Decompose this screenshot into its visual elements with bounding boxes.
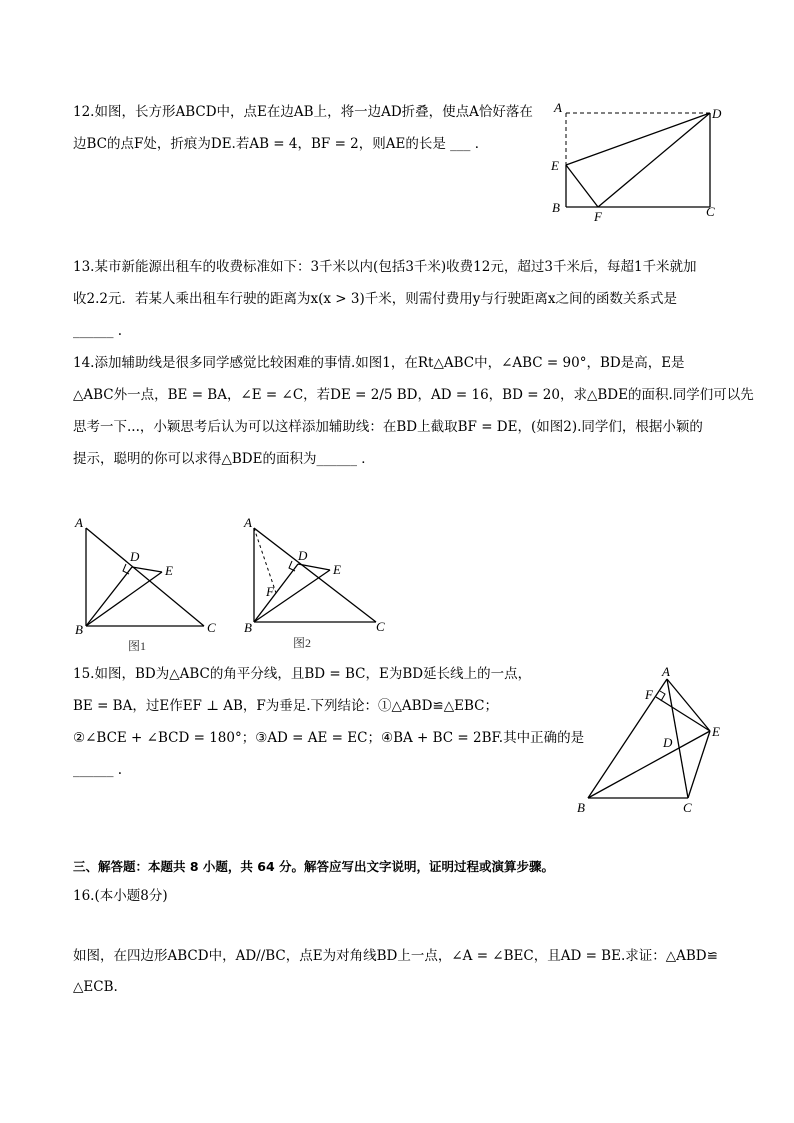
q12-diagram [546, 100, 726, 225]
q12-label-E: E [551, 158, 559, 173]
q13-line-3: ______ . [73, 323, 123, 339]
q12-label-D: D [712, 106, 722, 121]
q14-line-1: 14.添加辅助线是很多同学感觉比较困难的事情.如图1，在Rt△ABC中，∠ABC = 90°，BD是高，E是 [73, 355, 685, 371]
q15-line-1: 15.如图，BD为△ABC的角平分线，且BD = BC，E为BD延长线上的一点， [73, 666, 532, 682]
q15-figure [570, 665, 730, 819]
q15-diagram [570, 665, 730, 815]
question-14 [73, 347, 754, 475]
q15-label-F: F [645, 687, 653, 702]
q16-line-1: 如图，在四边形ABCD中，AD//BC，点E为对角线BD上一点，∠A = ∠BEC，且AD = BE.求证：△ABD≌ [73, 948, 718, 964]
q12-line-2: 边BC的点F处，折痕为DE.若AB = 4，BF = 2，则AE的长是 ___ ． [73, 136, 489, 152]
fig1-label-C: C [207, 620, 216, 635]
question-16-title: 16.(本小题8分) [73, 888, 168, 904]
question-13 [73, 251, 697, 347]
q12-figure [546, 100, 726, 229]
q15-label-D: D [663, 735, 673, 750]
fig2-caption: 图2 [293, 636, 312, 650]
q12-label-C: C [706, 204, 715, 219]
q15-line-3: ②∠BCE + ∠BCD = 180°；③AD = AE = EC；④BA + BC = 2BF.其中正确的是 [73, 730, 585, 746]
q12-label-A: A [554, 100, 562, 115]
q15-label-E: E [712, 724, 720, 739]
q15-label-C: C [683, 800, 692, 815]
q14-line-3: 思考一下...，小颖思考后认为可以这样添加辅助线：在BD上截取BF = DE，(如图2).同学们，根据小颖的 [73, 419, 703, 435]
fig2-label-B: B [244, 620, 252, 635]
q14-figure-2 [238, 512, 398, 661]
q15-line-4: ______ . [73, 762, 123, 778]
q14-diagram-1 [70, 512, 230, 657]
q14-figure-1 [70, 512, 230, 661]
q14-line-2: △ABC外一点，BE = BA，∠E = ∠C，若DE = 2/5 BD，AD = 16，BD = 20，求△BDE的面积.同学们可以先 [73, 387, 754, 403]
fig1-label-A: A [75, 515, 83, 530]
fig1-label-D: D [130, 549, 140, 564]
fig1-label-E: E [165, 563, 173, 578]
q12-label-B: B [552, 200, 560, 215]
fig2-label-C: C [376, 619, 385, 634]
fig1-caption: 图1 [128, 639, 147, 653]
q13-line-1: 13.某市新能源出租车的收费标准如下：3千米以内(包括3千米)收费12元，超过3千米后，每超1千米就加 [73, 259, 697, 275]
fig2-label-E: E [333, 562, 341, 577]
q15-label-B: B [577, 800, 585, 815]
q14-line-4: 提示，聪明的你可以求得△BDE的面积为______ ． [73, 451, 375, 467]
fig1-label-B: B [75, 622, 83, 637]
question-12 [73, 96, 533, 160]
q12-label-F: F [594, 209, 602, 224]
q16-line-2: △ECB. [73, 979, 118, 995]
fig2-label-D: D [298, 548, 308, 563]
fig2-label-F: F [266, 584, 274, 599]
fig2-label-A: A [244, 515, 252, 530]
q15-line-2: BE = BA，过E作EF ⊥ AB，F为垂足.下列结论：①△ABD≌△EBC； [73, 698, 498, 714]
q14-diagram-2 [238, 512, 398, 657]
q12-line-1: 12.如图，长方形ABCD中，点E在边AB上，将一边AD折叠，使点A恰好落在 [73, 104, 533, 120]
q15-label-A: A [662, 665, 670, 679]
q13-line-2: 收2.2元．若某人乘出租车行驶的距离为x(x > 3)千米，则需付费用y与行驶距离x之间的函数关系式是 [73, 291, 677, 307]
question-16 [73, 941, 718, 1003]
section-3-heading: 三、解答题：本题共 8 小题，共 64 分。解答应写出文字说明，证明过程或演算步骤。 [73, 859, 555, 874]
question-15 [73, 658, 584, 786]
